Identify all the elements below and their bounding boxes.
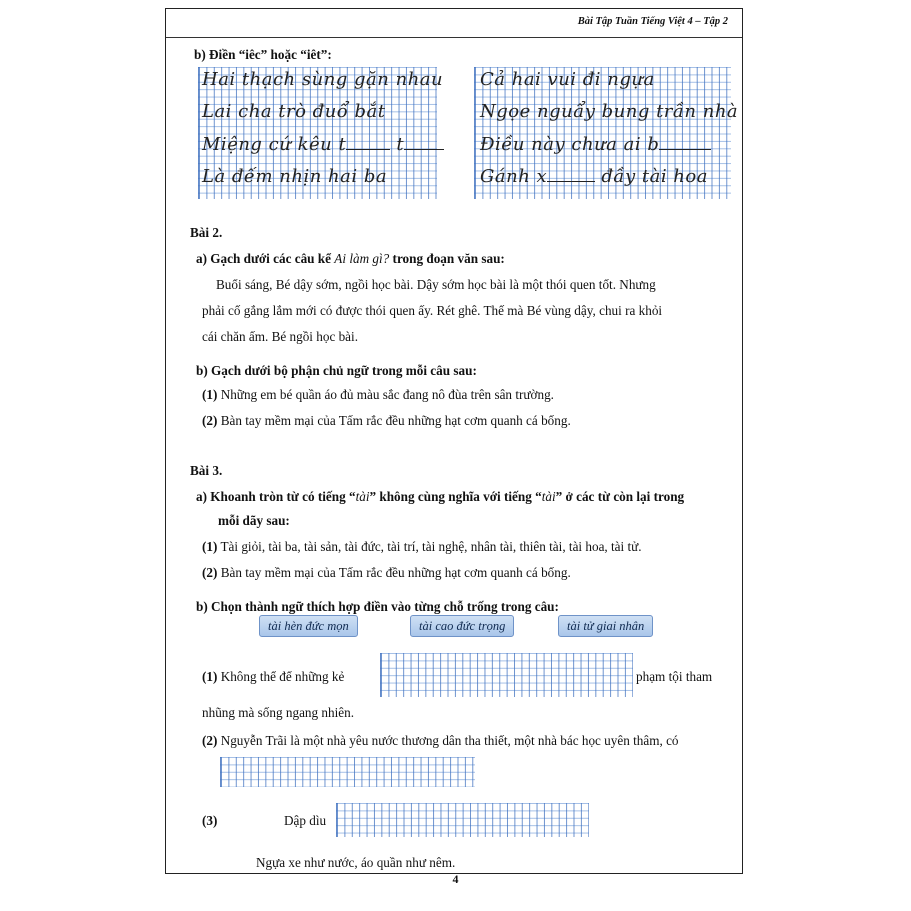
fill-blank[interactable] [659, 149, 711, 150]
item-text: Bàn tay mềm mại của Tấm rắc đều những hạt cơm quanh cá bống. [217, 413, 571, 428]
hw-left-line-3-mid: t [396, 134, 405, 155]
sentence-1-post: phạm tội tham [636, 669, 713, 684]
bai2a-prompt-post: trong đoạn văn sau: [389, 251, 505, 266]
hw-right-line-1: Cả hai vui đi ngựa [480, 69, 655, 90]
hw-right-line-2: Ngọe nguẩy bung trần nhà [480, 101, 739, 122]
bai2b-item-2 [202, 413, 571, 429]
bai3a-item-1 [202, 539, 642, 555]
bai3b-prompt: b) Chọn thành ngữ thích hợp điền vào từng chỗ trống trong câu: [196, 599, 559, 614]
fill-blank[interactable] [346, 149, 390, 150]
bai3a-tai-1: tài [355, 489, 370, 504]
hw-left-line-3 [202, 134, 444, 155]
running-header: Bài Tập Tuần Tiếng Việt 4 – Tập 2 [577, 16, 728, 27]
sentence-3-pre: Dập dìu [284, 813, 327, 828]
bai3a-tai-2: tài [541, 489, 556, 504]
bai3a-prompt-part2: ” không cùng nghĩa với tiếng “ [369, 489, 542, 504]
idiom-chip[interactable]: tài cao đức trọng [410, 615, 514, 637]
item-text: Bàn tay mềm mại của Tấm rắc đều những hạt cơm quanh cá bống. [217, 565, 571, 580]
hw-left-line-4: Là đếm nhịn hai ba [202, 166, 388, 187]
idiom-chip[interactable]: tài tử giai nhân [558, 615, 653, 637]
bai3a-prompt [196, 489, 684, 505]
sentence-1-pre: Không thể để những kẻ [217, 669, 345, 684]
hw-right-line-4-post: đầy tài hoa [601, 166, 708, 187]
bai2-title: Bài 2. [190, 225, 223, 240]
paragraph-line: cái chăn ấm. Bé ngồi học bài. [202, 329, 358, 344]
item-number: (1) [202, 387, 218, 402]
bai3a-prompt-line2: mỗi dãy sau: [218, 513, 290, 528]
header-divider [166, 37, 742, 38]
item-text: Tài giỏi, tài ba, tài sản, tài đức, tài trí, tài nghệ, nhân tài, thiên tài, tài hoa, tài tử. [217, 539, 642, 554]
fill-blank[interactable] [547, 181, 595, 182]
bai2a-prompt-italic: Ai làm gì? [334, 251, 390, 266]
fill-blank[interactable] [404, 149, 444, 150]
bai3a-prompt-part1: a) Khoanh tròn từ có tiếng “ [196, 489, 356, 504]
sentence-1-line2: nhũng mà sống ngang nhiên. [202, 705, 355, 720]
item-number: (2) [202, 413, 218, 428]
sentence-2-text: Nguyễn Trãi là một nhà yêu nước thương dân tha thiết, một nhà bác học uyên thâm, có [217, 733, 679, 748]
hw-right-line-3 [480, 134, 711, 155]
hw-left-line-1: Hai thạch sùng gặn nhau [202, 69, 444, 90]
bai2a-prompt-pre: a) Gạch dưới các câu kể [196, 251, 335, 266]
paragraph-line: phải cố gắng lắm mới có được thói quen ấy. Rét ghê. Thế mà Bé vùng dậy, chui ra khỏi [202, 303, 663, 318]
bai1b-prompt: b) Điền “iêc” hoặc “iêt”: [194, 47, 332, 62]
bai2b-item-1 [202, 387, 554, 403]
item-number: (2) [202, 733, 218, 748]
sentence-2 [202, 733, 679, 749]
item-text: Những em bé quần áo đủ màu sắc đang nô đùa trên sân trường. [217, 387, 554, 402]
bai2b-prompt: b) Gạch dưới bộ phận chủ ngữ trong mỗi câu sau: [196, 363, 477, 378]
page-number: 4 [452, 872, 459, 886]
hw-right-line-3-text: Điều này chưa ai b [480, 134, 660, 155]
sentence-1-lead [202, 669, 344, 685]
hw-right-line-4-pre: Gánh x [480, 166, 548, 187]
answer-grid-3[interactable] [336, 803, 589, 837]
sentence-3-line2: Ngựa xe như nước, áo quần như nêm. [256, 855, 456, 870]
item-number: (2) [202, 565, 218, 580]
document-page [165, 8, 743, 874]
bai2a-prompt [196, 251, 505, 267]
paragraph-line: Buổi sáng, Bé dậy sớm, ngồi học bài. Dậy sớm học bài là một thói quen tốt. Nhưng [216, 277, 656, 292]
bai3a-item-2 [202, 565, 571, 581]
sentence-3-number: (3) [202, 813, 218, 828]
item-number: (1) [202, 539, 218, 554]
item-number: (1) [202, 669, 218, 684]
answer-grid-2[interactable] [220, 757, 475, 787]
hw-right-line-4 [480, 166, 708, 187]
idiom-chip[interactable]: tài hèn đức mọn [259, 615, 358, 637]
hw-left-line-2: Lai cha trò đuổ bắt [202, 101, 386, 122]
bai3a-prompt-part3: ” ở các từ còn lại trong [555, 489, 685, 504]
hw-left-line-3-text: Miệng cứ kêu t [202, 134, 347, 155]
answer-grid-1[interactable] [380, 653, 633, 697]
bai3-title: Bài 3. [190, 463, 223, 478]
